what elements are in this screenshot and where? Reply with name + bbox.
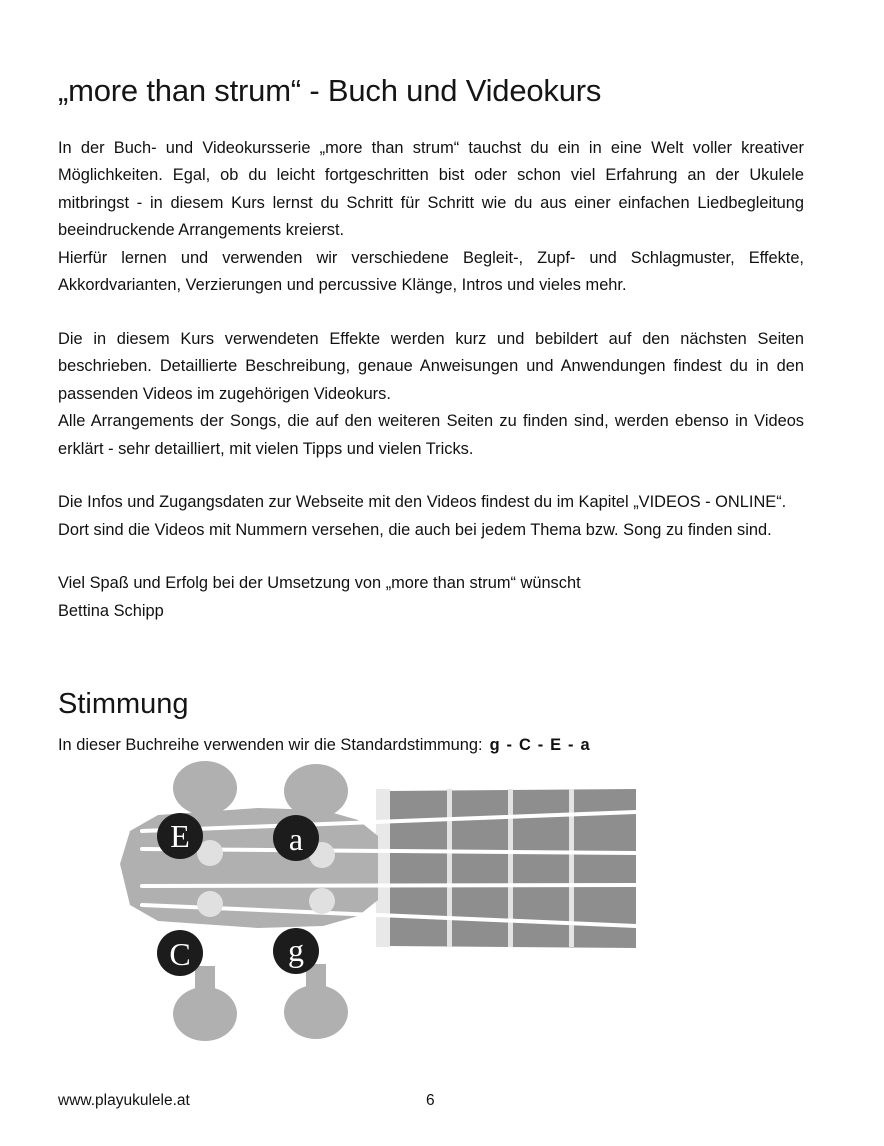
tuning-notes-value: g - C - E - a — [489, 736, 591, 755]
peg-dot-bottom-left — [197, 891, 223, 917]
paragraph-closing: Viel Spaß und Erfolg bei der Umsetzung von „more than strum“ wünscht — [58, 574, 581, 593]
string-label-text-E: E — [170, 818, 190, 854]
fret-line-2 — [508, 789, 513, 947]
peg-dot-bottom-right — [309, 888, 335, 914]
paragraph-spacer — [58, 544, 804, 570]
paragraph-effects: Die in diesem Kurs verwendeten Effekte werden kurz und bebildert auf den nächsten Seiten beschrieben. Detaillierte Beschreibung, genaue Anweisungen und Anwendungen findest du in den passenden Videos im zugehörigen Videokurs. — [58, 329, 804, 403]
tuner-stem-bottom-left — [195, 966, 215, 1016]
tuner-stem-bottom-right — [306, 964, 326, 1014]
signature-group — [58, 570, 804, 625]
page-title: „more than strum“ - Buch und Videokurs — [58, 73, 602, 108]
fret-line-1 — [447, 789, 452, 947]
effects-paragraph-group — [58, 326, 804, 464]
string-label-text-g: g — [288, 932, 304, 968]
ukulele-headstock-illustration — [58, 758, 658, 1048]
section-heading-stimmung: Stimmung — [58, 688, 189, 721]
page-content — [58, 0, 804, 760]
footer-page-number: 6 — [426, 1092, 435, 1109]
string-3 — [142, 885, 636, 886]
section-spacer — [58, 625, 804, 687]
author-signature: Bettina Schipp — [58, 601, 164, 620]
nut — [376, 789, 390, 947]
string-label-text-a: a — [288, 821, 304, 857]
paragraph-video-access: Die Infos und Zugangsdaten zur Webseite mit den Videos findest du im Kapitel „VIDEOS - ONLINE“. — [58, 493, 787, 512]
tuner-buttons-bottom — [173, 964, 348, 1041]
paragraph-intro: In der Buch- und Videokursserie „more than strum“ tauchst du ein in eine Welt voller kreativer Möglichkeiten. Egal, ob du leicht fortgeschritten bist oder schon viel Erfahrung an der Ukulele mitbringst - in diesem Kurs lernst du Schritt für Schritt wie du aus einer einfachen Liedbegleitung beeindruckende Arrangements kreierst. — [58, 138, 804, 240]
paragraph-spacer — [58, 300, 804, 326]
paragraph-topics: Hierfür lernen und verwenden wir verschiedene Begleit-, Zupf- und Schlagmuster, Effekte, Akkordvarianten, Verzierungen und percussive Klänge, Intros und vieles mehr. — [58, 248, 804, 295]
intro-paragraph-group — [58, 135, 804, 300]
videos-paragraph-group — [58, 489, 804, 544]
paragraph-arrangements: Alle Arrangements der Songs, die auf den weiteren Seiten zu finden sind, werden ebenso in Videos erklärt - sehr detailliert, mit vielen Tipps und vielen Tricks. — [58, 412, 804, 458]
paragraph-video-numbers: Dort sind die Videos mit Nummern versehen, die auch bei jedem Thema bzw. Song zu finden sind. — [58, 520, 772, 539]
ukulele-headstock-svg — [58, 758, 658, 1048]
paragraph-spacer — [58, 463, 804, 489]
tuning-line — [58, 722, 804, 760]
tuning-intro-text: In dieser Buchreihe verwenden wir die Standardstimmung: — [58, 736, 483, 755]
string-label-text-C: C — [169, 936, 191, 972]
footer-website-url: www.playukulele.at — [58, 1092, 190, 1109]
